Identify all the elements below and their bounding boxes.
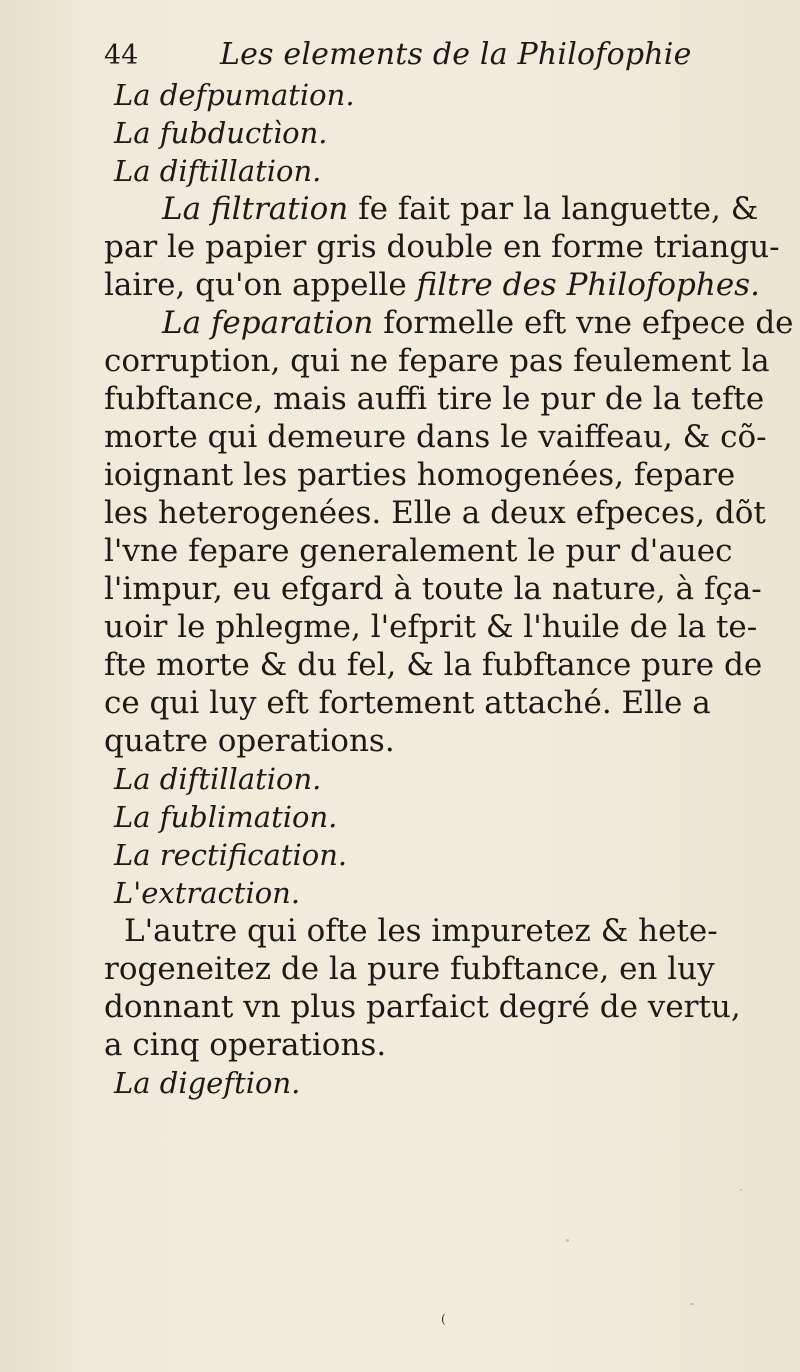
- filtration-line-3: [104, 266, 774, 304]
- separation-line: uoir le phlegme, l'efprit & l'huile de la te-: [104, 609, 758, 645]
- operation-item-diftillation: La diftillation.: [114, 154, 322, 188]
- filtration-line1-rest: fe fait par la languette, &: [348, 191, 759, 227]
- operation-item-extraction: L'extraction.: [114, 876, 301, 910]
- separation-line: les heterogenées. Elle a deux efpeces, dõt: [104, 495, 766, 531]
- separation-line: l'vne fepare generalement le pur d'auec: [104, 533, 733, 569]
- separation-line: fte morte & du fel, & la fubftance pure de: [104, 647, 763, 683]
- separation-line: l'impur, eu efgard à toute la nature, à fça-: [104, 571, 762, 607]
- filtration-line-2: par le papier gris double en forme triangu-: [104, 229, 780, 265]
- operation-item-fubduction: La fubductìon.: [114, 116, 328, 150]
- operation-item-diftillation-2: La diftillation.: [114, 762, 322, 796]
- autre-line: L'autre qui ofte les impuretez & hete-: [124, 913, 718, 949]
- paper-speck: [566, 1239, 569, 1242]
- filtration-line3-prefix: laire, qu'on appelle: [104, 267, 417, 303]
- separation-lead: La feparation: [162, 305, 374, 341]
- separation-line: ioignant les parties homogenées, fepare: [104, 457, 736, 493]
- operation-item-defpumation: La defpumation.: [114, 78, 355, 112]
- filtration-line3-italic: filtre des Philofophes.: [416, 267, 760, 303]
- separation-line: ce qui luy eft fortement attaché. Elle a: [104, 685, 711, 721]
- separation-first-line: [104, 304, 794, 342]
- separation-line: quatre operations.: [104, 723, 395, 759]
- separation-line: fubftance, mais auffi tire le pur de la tefte: [104, 381, 765, 417]
- autre-line: rogeneitez de la pure fubftance, en luy: [104, 951, 715, 987]
- running-header: [104, 34, 774, 76]
- autre-line: a cinq operations.: [104, 1027, 387, 1063]
- filtration-lead: La filtration: [162, 191, 349, 227]
- autre-line: donnant vn plus parfaict degré de vertu,: [104, 989, 741, 1025]
- separation-line1-rest: formelle eft vne efpece de: [373, 305, 794, 341]
- paper-speck: [740, 1189, 742, 1191]
- operation-item-fublimation: La fublimation.: [114, 800, 338, 834]
- page-content: [104, 34, 794, 1102]
- filtration-first-line: [104, 190, 774, 228]
- page-number: 44: [104, 40, 139, 71]
- running-title: Les elements de la Philofophie: [220, 37, 692, 72]
- operation-item-rectification: La rectification.: [114, 838, 348, 872]
- paper-speck: [690, 1303, 694, 1305]
- separation-line: corruption, qui ne fepare pas feulement la: [104, 343, 770, 379]
- operation-item-digeftion: La digeftion.: [114, 1066, 301, 1100]
- catchword-mark: (: [441, 1312, 446, 1326]
- separation-line: morte qui demeure dans le vaiffeau, & cõ-: [104, 419, 767, 455]
